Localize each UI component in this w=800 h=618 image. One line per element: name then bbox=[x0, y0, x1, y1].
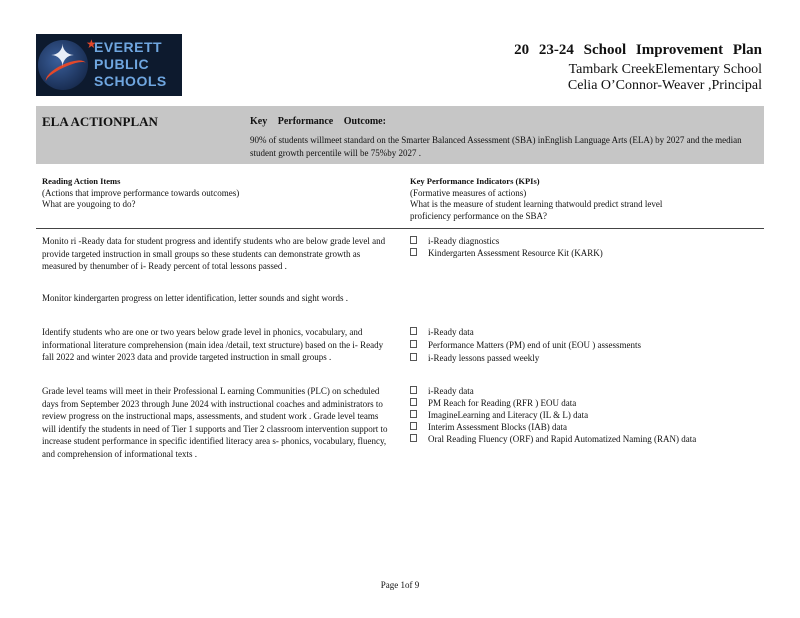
bullet-box-icon bbox=[410, 340, 417, 348]
kpi-item: i-Ready diagnostics bbox=[410, 235, 499, 248]
header-divider bbox=[36, 228, 764, 229]
bullet-box-icon bbox=[410, 422, 417, 430]
logo-text-line3: SCHOOLS bbox=[94, 73, 167, 89]
kpi-item: Oral Reading Fluency (ORF) and Rapid Automatized Naming (RAN) data bbox=[410, 433, 696, 446]
bullet-box-icon bbox=[410, 248, 417, 256]
bullet-box-icon bbox=[410, 353, 417, 361]
bullet-box-icon bbox=[410, 236, 417, 244]
bullet-box-icon bbox=[410, 410, 417, 418]
kpo-label: Key Performance Outcome: bbox=[250, 116, 386, 127]
logo-text-line2: PUBLIC bbox=[94, 56, 150, 72]
district-logo bbox=[36, 34, 182, 96]
action-plan-title: ELA ACTIONPLAN bbox=[42, 114, 158, 129]
action-item-2: Identify students who are one or two years below grade level in phonics, vocabulary, and informational literature comprehension (main idea /detail, text structure) based on the i- Ready fall 2022 and winter 2023 data and provide targeted instruction in small groups . bbox=[42, 327, 384, 362]
bullet-box-icon bbox=[410, 398, 417, 406]
right-column-header bbox=[410, 176, 760, 222]
logo-text-line1: EVERETT bbox=[94, 39, 163, 55]
kpi-item: Performance Matters (PM) end of unit (EOU ) assessments bbox=[410, 339, 641, 352]
bullet-box-icon bbox=[410, 327, 417, 335]
kpi-item: ImagineLearning and Literacy (IL & L) data bbox=[410, 409, 588, 422]
kpi-item: PM Reach for Reading (RFR ) EOU data bbox=[410, 397, 576, 410]
kpi-item: i-Ready data bbox=[410, 385, 474, 398]
right-col-sub1: (Formative measures of actions) bbox=[410, 187, 527, 198]
runner-icon: ✦ bbox=[50, 40, 76, 73]
action-item-1: Monito ri -Ready data for student progress and identify students who are below grade level and provide targeted instruction in small groups so these students can demonstrate growth as measured by thenumber of i- Ready percent of total lessons passed . bbox=[42, 236, 386, 271]
bullet-box-icon bbox=[410, 386, 417, 394]
kpi-item: Kindergarten Assessment Resource Kit (KARK) bbox=[410, 247, 603, 260]
logo-text bbox=[94, 39, 167, 90]
kpi-item: i-Ready data bbox=[410, 326, 474, 339]
kpo-text: 90% of students willmeet standard on the Smarter Balanced Assessment (SBA) inEnglish Language Arts (ELA) by 2027 and the median student growth percentile will be 75%by 2027 . bbox=[250, 135, 742, 158]
right-col-sub2: What is the measure of student learning thatwould predict strand level bbox=[410, 199, 663, 209]
action-item-3: Grade level teams will meet in their Professional L earning Communities (PLC) on scheduled days from September 2023 through June 2024 with instructional coaches and administrators to review progress on the instructional maps, assessments, and student work . Grade level teams will identify the students in need of Tier 1 supports and Tier 2 classroom intervention support to increase student performance in specific identified literacy area s- phonics, vocabulary, fluency, and comprehension of informational texts . bbox=[42, 386, 388, 459]
principal-name: Celia O’Connor-Weaver ,Principal bbox=[567, 78, 762, 93]
header-band bbox=[36, 106, 764, 164]
right-col-sub3: proficiency performance on the SBA? bbox=[410, 210, 547, 221]
left-column-header bbox=[42, 176, 382, 211]
plan-title: 20 23-24 School Improvement Plan bbox=[514, 42, 762, 58]
bullet-box-icon bbox=[410, 434, 417, 442]
star-icon: ★ bbox=[86, 37, 97, 51]
right-col-title: Key Performance Indicators (KPIs) bbox=[410, 176, 540, 186]
left-col-title: Reading Action Items bbox=[42, 176, 121, 186]
page-number: Page 1of 9 bbox=[380, 580, 420, 590]
left-col-sub2: What are yougoing to do? bbox=[42, 199, 136, 209]
kpi-item: i-Ready lessons passed weekly bbox=[410, 352, 539, 365]
school-name: Tambark CreekElementary School bbox=[568, 62, 762, 77]
kpi-item: Interim Assessment Blocks (IAB) data bbox=[410, 421, 567, 434]
action-item-1b: Monitor kindergarten progress on letter identification, letter sounds and sight words . bbox=[42, 293, 349, 303]
left-col-sub1: (Actions that improve performance towards outcomes) bbox=[42, 187, 240, 198]
